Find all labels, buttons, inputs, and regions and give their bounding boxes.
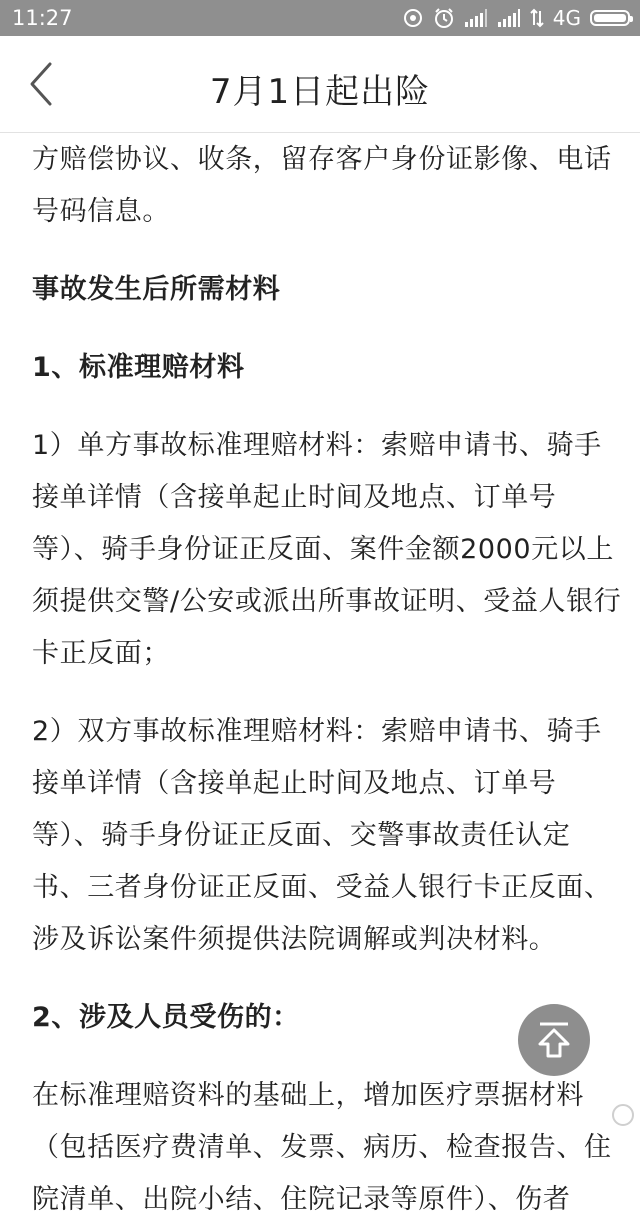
status-time: 11:27 — [12, 6, 73, 30]
list-item-injury: 在标准理赔资料的基础上，增加医疗票据材料（包括医疗费清单、发票、病历、检查报告、住院清单、出院小结、住院记录等原件）、伤者 — [32, 1080, 612, 1215]
list-item-two-party: 2）双方事故标准理赔材料：索赔申请书、骑手接单详情（含接单起止时间及地点、订单号等）、骑手身份证正反面、交警事故责任认定书、三者身份证正反面、受益人银行卡正反面、涉及诉讼案件须提供法院调解或判决材料。 — [32, 716, 612, 955]
page-title: 7月1日起出险 — [209, 72, 431, 112]
subsection-heading-1: 1、标准理赔材料 — [32, 352, 245, 383]
status-icons — [402, 5, 630, 31]
status-bar — [0, 0, 640, 36]
watermark-logo-icon — [612, 1104, 634, 1126]
intro-paragraph: 方赔偿协议、收条，留存客户身份证影像、电话号码信息。 — [32, 144, 612, 227]
header — [0, 36, 640, 133]
watermark — [612, 1104, 634, 1126]
signal-icon — [464, 8, 488, 28]
section-heading: 事故发生后所需材料 — [32, 274, 281, 305]
list-item-single-party: 1）单方事故标准理赔材料：索赔申请书、骑手接单详情（含接单起止时间及地点、订单号等）、骑手身份证正反面、案件金额2000元以上须提供交警/公安或派出所事故证明、受益人银行卡正反面； — [32, 430, 622, 669]
article-content[interactable] — [32, 134, 622, 1215]
network-type: 4G — [552, 6, 581, 30]
battery-icon — [590, 10, 630, 26]
signal-icon — [497, 8, 521, 28]
subsection-heading-2: 2、涉及人员受伤的： — [32, 1002, 300, 1033]
scroll-to-top-button[interactable] — [518, 1004, 590, 1076]
alarm-icon — [433, 7, 455, 29]
data-icon — [530, 8, 544, 28]
hotspot-icon — [402, 7, 424, 29]
